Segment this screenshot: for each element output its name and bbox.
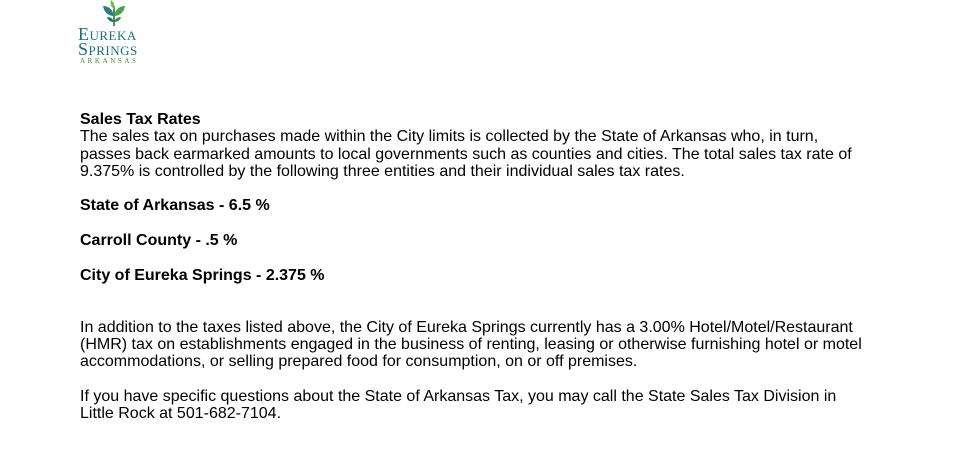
section-title: Sales Tax Rates [80, 111, 201, 128]
sales-tax-content [80, 111, 870, 422]
hmr-paragraph: In addition to the taxes listed above, the City of Eureka Springs currently has a 3.00% Hotel/Motel/Restaurant (HMR) tax on establishments engaged in the business of renting, leasing or otherwise furnishing hotel or motel accommodations, or selling prepared food for consumption, on or off premises. [80, 318, 862, 371]
rate-county: Carroll County - .5 % [80, 232, 238, 250]
logo-subtitle: ARKANSAS [80, 57, 139, 65]
intro-paragraph: The sales tax on purchases made within the City limits is collected by the State of Arkansas who, in turn, passes back earmarked amounts to local governments such as counties and cities. The total sales tax rate of 9.375% is controlled by the following three entities and their individual sales tax rates. [80, 128, 852, 180]
logo-wordmark-eureka: EUREKA [78, 24, 137, 44]
rate-city: City of Eureka Springs - 2.375 % [80, 266, 325, 284]
logo-wordmark-springs: SPRINGS [78, 39, 138, 59]
eureka-springs-logo [78, 0, 148, 66]
contact-paragraph: If you have specific questions about the State of Arkansas Tax, you may call the State Sales Tax Division in Little Rock at 501-682-7104. [80, 387, 837, 423]
rate-state: State of Arkansas - 6.5 % [80, 197, 270, 215]
